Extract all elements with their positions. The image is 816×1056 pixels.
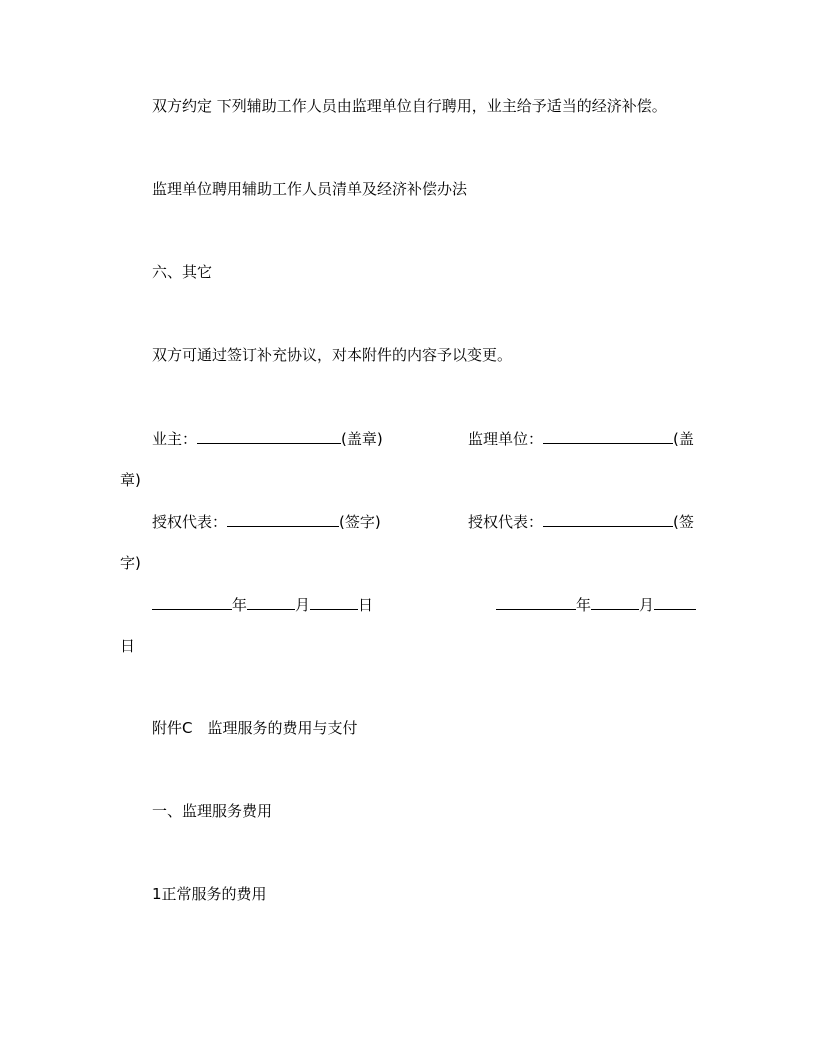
owner-signature-line xyxy=(152,428,383,448)
section-heading-fees: 一、监理服务费用 xyxy=(152,802,273,820)
supervisor-signature-line xyxy=(468,428,694,448)
supervisor-stamp: (盖 xyxy=(673,430,694,448)
supervisor-label: 监理单位： xyxy=(468,430,544,448)
rep-left-blank xyxy=(227,511,339,527)
day-label-right-wrap: 日 xyxy=(120,637,136,655)
annex-title: 附件C 监理服务的费用与支付 xyxy=(152,719,358,737)
month-label-right: 月 xyxy=(639,596,655,614)
rep-left-sign: (签字) xyxy=(339,513,381,531)
paragraph-agreement: 双方约定 下列辅助工作人员由监理单位自行聘用，业主给予适当的经济补偿。 xyxy=(152,97,667,115)
rep-right-sign-wrap: 字) xyxy=(120,554,141,572)
rep-right-sign: (签 xyxy=(673,513,694,531)
paragraph-staff-list: 监理单位聘用辅助工作人员清单及经济补偿办法 xyxy=(152,180,468,198)
owner-blank xyxy=(197,428,341,444)
year-label-left: 年 xyxy=(232,596,248,614)
rep-left-line xyxy=(152,511,381,531)
item-normal-service-fee: 1正常服务的费用 xyxy=(152,885,267,903)
year-blank-left xyxy=(152,594,232,610)
supervisor-blank xyxy=(543,428,673,444)
month-label-left: 月 xyxy=(295,596,311,614)
heading-others: 六、其它 xyxy=(152,263,213,281)
date-right-line xyxy=(496,594,696,614)
rep-right-line xyxy=(468,511,694,531)
day-blank-left xyxy=(310,594,358,610)
date-left-line xyxy=(152,594,373,614)
year-label-right: 年 xyxy=(576,596,592,614)
supervisor-stamp-wrap: 章) xyxy=(120,471,141,489)
month-blank-left xyxy=(247,594,295,610)
owner-stamp: (盖章) xyxy=(341,430,383,448)
year-blank-right xyxy=(496,594,576,610)
owner-label: 业主： xyxy=(152,430,198,448)
paragraph-amendment: 双方可通过签订补充协议，对本附件的内容予以变更。 xyxy=(152,346,513,364)
rep-left-label: 授权代表： xyxy=(152,513,228,531)
month-blank-right xyxy=(591,594,639,610)
rep-right-blank xyxy=(543,511,673,527)
rep-right-label: 授权代表： xyxy=(468,513,544,531)
day-blank-right xyxy=(654,594,696,610)
day-label-left: 日 xyxy=(358,596,374,614)
